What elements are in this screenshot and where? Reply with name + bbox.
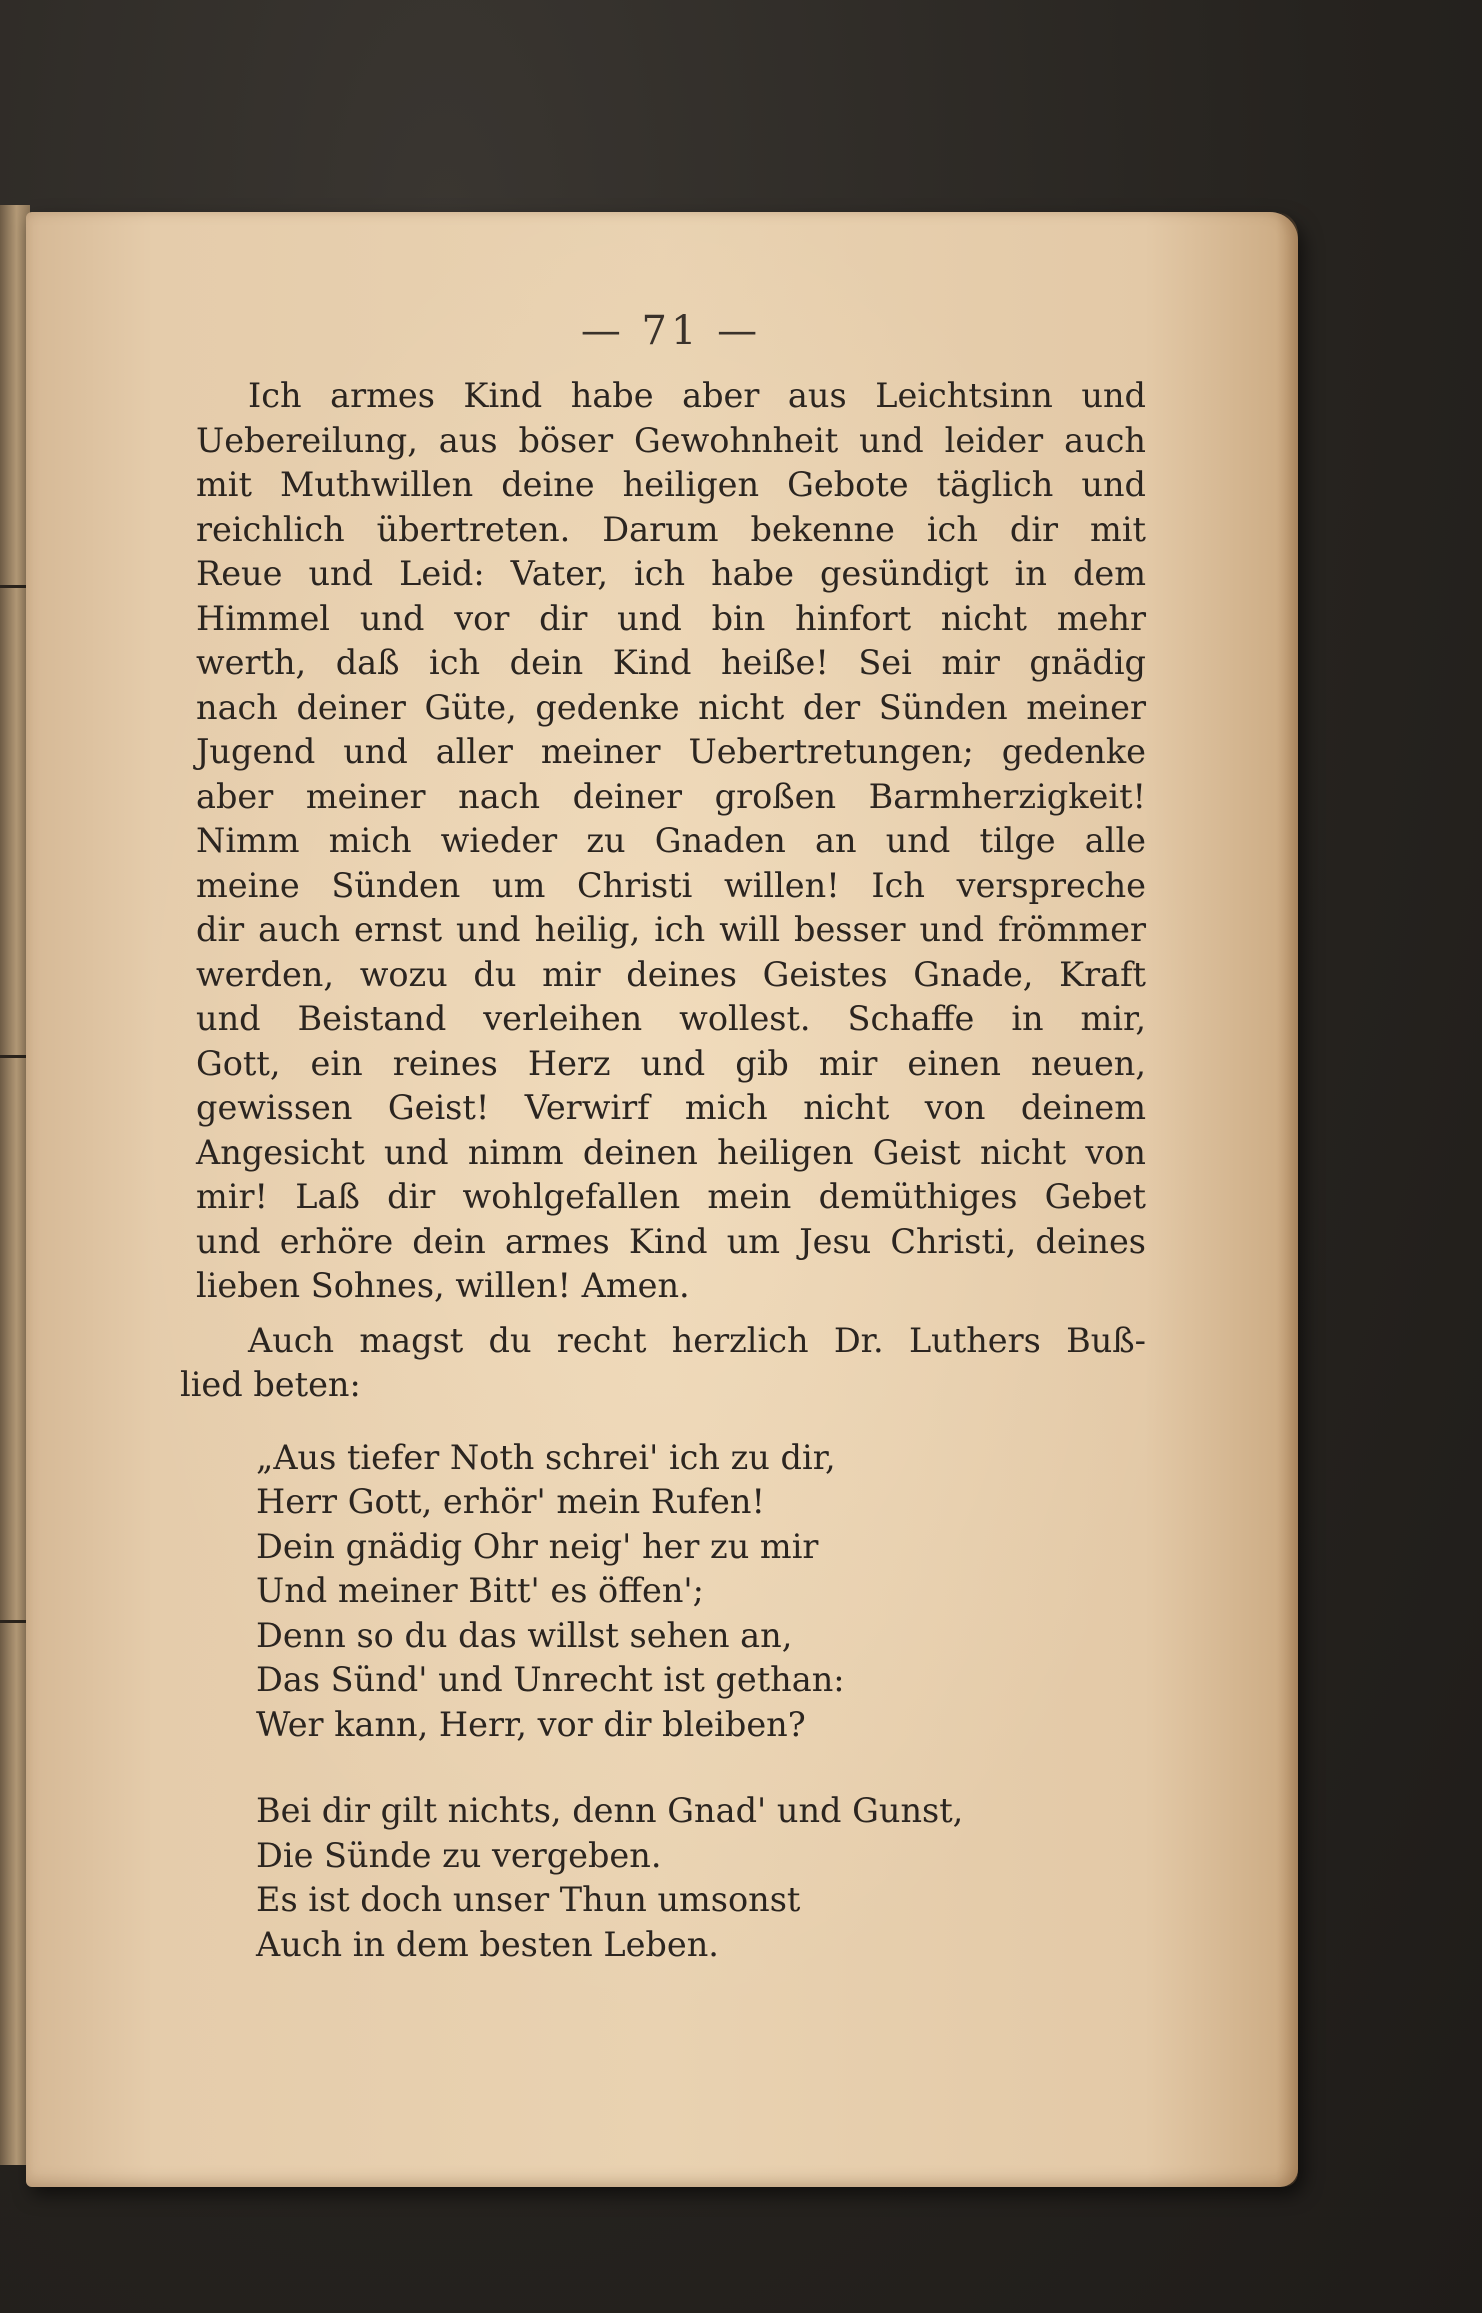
text-line: meine Sünden um Christi willen! Ich verspreche [196,865,1146,905]
text-line: nach deiner Güte, gedenke nicht der Sünden meiner [196,687,1146,727]
text-line: dir auch ernst und heilig, ich will besser und frömmer [196,910,1146,949]
text-line: mit Muthwillen deine heiligen Gebote täglich und [196,465,1146,504]
verse-line: Die Sünde zu vergeben. [256,1835,662,1875]
text-line: Gott, ein reines Herz und gib mir einen neuen, [196,1043,1146,1083]
verse-line: Denn so du das willst sehen an, [256,1615,793,1655]
prayer-paragraph [196,374,1146,1309]
verse-line: Es ist doch unser Thun umsonst [256,1880,801,1919]
page-edge-shadow [1276,212,1298,2187]
text-line: Ich armes Kind habe aber aus Leichtsinn und [248,376,1146,415]
hymn-stanza-1 [256,1436,1146,1748]
text-line: und Beistand verleihen wollest. Schaffe in mir, [196,999,1146,1038]
verse-line: Das Sünd' und Unrecht ist gethan: [256,1660,845,1699]
verse-line: Auch in dem besten Leben. [256,1924,719,1964]
text-line: und erhöre dein armes Kind um Jesu Christi, deines [196,1221,1146,1261]
intro-paragraph [180,1319,1146,1408]
verse-line: Wer kann, Herr, vor dir bleiben? [256,1704,806,1744]
text-line: Auch magst du recht herzlich Dr. Luthers Buß- [248,1320,1146,1360]
text-line: werden, wozu du mir deines Geistes Gnade, Kraft [196,954,1146,994]
text-line: Nimm mich wieder zu Gnaden an und tilge alle [196,821,1146,860]
text-line: gewissen Geist! Verwirf mich nicht von deinem [196,1088,1146,1127]
book-page [26,212,1298,2187]
verse-line: Bei dir gilt nichts, denn Gnad' und Gunst, [256,1791,964,1830]
text-line: lieben Sohnes, willen! Amen. [196,1266,690,1305]
verse-line: Dein gnädig Ohr neig' her zu mir [256,1526,819,1566]
text-line: Reue und Leid: Vater, ich habe gesündigt in dem [196,554,1146,593]
text-line: lied beten: [180,1365,361,1404]
text-line: Himmel und vor dir und bin hinfort nicht mehr [196,598,1146,638]
page-number: — 71 — [580,308,762,354]
verse-line: Und meiner Bitt' es öffen'; [256,1571,704,1610]
hymn-stanza-2 [256,1789,1146,1967]
hymn-quote [256,1436,1146,1968]
text-line: Uebereilung, aus böser Gewohnheit und leider auch [196,420,1146,460]
page-text-block [180,308,1146,1967]
verse-line: „Aus tiefer Noth schrei' ich zu dir, [256,1437,836,1477]
text-line: aber meiner nach deiner großen Barmherzigkeit! [196,776,1146,816]
text-line: Angesicht und nimm deinen heiligen Geist nicht von [196,1132,1146,1172]
verse-line: Herr Gott, erhör' mein Rufen! [256,1482,765,1521]
text-line: Jugend und aller meiner Uebertretungen; gedenke [196,732,1146,771]
text-line: werth, daß ich dein Kind heiße! Sei mir gnädig [196,643,1146,682]
text-line: reichlich übertreten. Darum bekenne ich dir mit [196,509,1146,549]
text-line: mir! Laß dir wohlgefallen mein demüthiges Gebet [196,1177,1146,1216]
